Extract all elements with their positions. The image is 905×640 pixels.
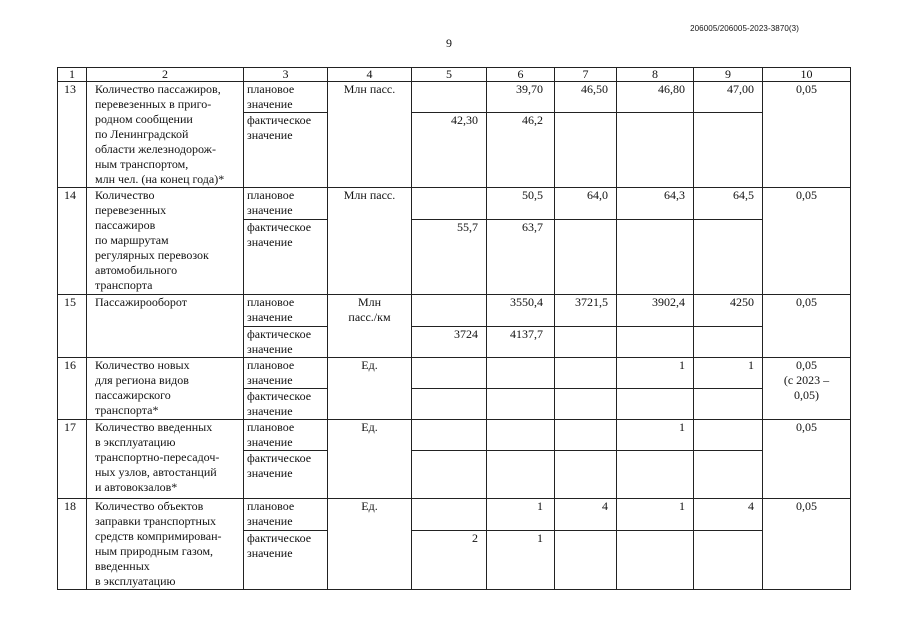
plan-value: 47,00 — [694, 82, 763, 113]
fact-label: фактическое значение — [244, 530, 328, 589]
unit-of-measure: Млн пасс. — [328, 188, 412, 295]
weight-value: 0,05 — [763, 499, 851, 590]
weight-value: 0,05 — [763, 188, 851, 295]
plan-value: 50,5 — [487, 188, 555, 220]
indicator-plan-row — [58, 295, 851, 327]
fact-value — [555, 327, 617, 358]
page-number: 9 — [446, 36, 452, 50]
plan-value: 1 — [617, 499, 694, 531]
fact-label: фактическое значение — [244, 327, 328, 358]
header-cell: 2 — [87, 68, 244, 82]
plan-value — [555, 358, 617, 389]
plan-value: 4 — [694, 499, 763, 531]
fact-label: фактическое значение — [244, 113, 328, 188]
fact-value — [617, 220, 694, 295]
fact-value — [555, 113, 617, 188]
indicator-name: Количество введенных в эксплуатацию транспортно-пересадоч- ных узлов, автостанций и автовокзалов* — [87, 420, 244, 499]
row-number: 18 — [58, 499, 87, 590]
weight-value: 0,05 — [763, 82, 851, 188]
fact-value: 1 — [487, 530, 555, 589]
plan-value: 4250 — [694, 295, 763, 327]
fact-value — [555, 530, 617, 589]
indicator-plan-row — [58, 358, 851, 389]
plan-value: 64,3 — [617, 188, 694, 220]
plan-value: 1 — [617, 420, 694, 451]
header-cell: 1 — [58, 68, 87, 82]
fact-value — [617, 530, 694, 589]
fact-value — [694, 451, 763, 499]
fact-value: 42,30 — [412, 113, 487, 188]
indicator-name: Количество пассажиров, перевезенных в приго- родном сообщении по Ленинградской области железнодорож- ным транспортом, млн чел. (на конец года)* — [87, 82, 244, 188]
document-id: 206005/206005-2023-3870(3) — [690, 24, 799, 33]
header-cell: 5 — [412, 68, 487, 82]
fact-value — [555, 389, 617, 420]
header-cell: 7 — [555, 68, 617, 82]
fact-value — [555, 451, 617, 499]
plan-value: 1 — [617, 358, 694, 389]
fact-value — [555, 220, 617, 295]
plan-value: 64,5 — [694, 188, 763, 220]
table-header-row — [58, 68, 851, 82]
unit-of-measure: Млн пасс./км — [328, 295, 412, 358]
fact-value: 46,2 — [487, 113, 555, 188]
indicator-name: Пассажирооборот — [87, 295, 244, 358]
fact-value: 55,7 — [412, 220, 487, 295]
plan-value — [412, 82, 487, 113]
fact-value — [694, 530, 763, 589]
fact-label: фактическое значение — [244, 220, 328, 295]
plan-label: плановое значение — [244, 358, 328, 389]
plan-value: 3902,4 — [617, 295, 694, 327]
plan-label: плановое значение — [244, 420, 328, 451]
fact-value: 3724 — [412, 327, 487, 358]
fact-value: 2 — [412, 530, 487, 589]
header-cell: 8 — [617, 68, 694, 82]
plan-label: плановое значение — [244, 499, 328, 531]
indicator-name: Количество объектов заправки транспортных средств компримирован- ным природным газом, введенных в эксплуатацию — [87, 499, 244, 590]
fact-value — [694, 327, 763, 358]
fact-label: фактическое значение — [244, 451, 328, 499]
plan-value — [487, 358, 555, 389]
plan-value: 39,70 — [487, 82, 555, 113]
plan-value — [412, 295, 487, 327]
row-number: 13 — [58, 82, 87, 188]
plan-value: 46,80 — [617, 82, 694, 113]
indicator-plan-row — [58, 499, 851, 531]
plan-label: плановое значение — [244, 82, 328, 113]
row-number: 15 — [58, 295, 87, 358]
plan-value: 46,50 — [555, 82, 617, 113]
unit-of-measure: Ед. — [328, 499, 412, 590]
header-cell: 4 — [328, 68, 412, 82]
weight-value: 0,05 — [763, 420, 851, 499]
unit-of-measure: Ед. — [328, 420, 412, 499]
plan-value: 4 — [555, 499, 617, 531]
indicator-name: Количество новых для региона видов пассажирского транспорта* — [87, 358, 244, 420]
fact-value — [694, 389, 763, 420]
plan-value: 1 — [694, 358, 763, 389]
plan-value — [694, 420, 763, 451]
fact-label: фактическое значение — [244, 389, 328, 420]
unit-of-measure: Млн пасс. — [328, 82, 412, 188]
indicators-table — [57, 67, 851, 590]
plan-value — [412, 499, 487, 531]
plan-value — [555, 420, 617, 451]
plan-label: плановое значение — [244, 295, 328, 327]
header-cell: 10 — [763, 68, 851, 82]
unit-of-measure: Ед. — [328, 358, 412, 420]
fact-value — [617, 327, 694, 358]
plan-value: 3721,5 — [555, 295, 617, 327]
indicator-plan-row — [58, 188, 851, 220]
row-number: 16 — [58, 358, 87, 420]
fact-value — [412, 451, 487, 499]
fact-value — [487, 451, 555, 499]
fact-value: 63,7 — [487, 220, 555, 295]
row-number: 17 — [58, 420, 87, 499]
row-number: 14 — [58, 188, 87, 295]
plan-value: 3550,4 — [487, 295, 555, 327]
plan-value — [412, 420, 487, 451]
fact-value — [617, 389, 694, 420]
plan-value — [412, 358, 487, 389]
plan-value — [412, 188, 487, 220]
fact-value — [412, 389, 487, 420]
indicator-plan-row — [58, 420, 851, 451]
header-cell: 3 — [244, 68, 328, 82]
weight-value: 0,05 — [763, 295, 851, 358]
fact-value — [694, 220, 763, 295]
fact-value — [617, 451, 694, 499]
header-cell: 6 — [487, 68, 555, 82]
weight-value: 0,05 (с 2023 – 0,05) — [763, 358, 851, 420]
plan-label: плановое значение — [244, 188, 328, 220]
fact-value — [617, 113, 694, 188]
indicator-name: Количество перевезенных пассажиров по маршрутам регулярных перевозок автомобильного транспорта — [87, 188, 244, 295]
header-cell: 9 — [694, 68, 763, 82]
indicator-plan-row — [58, 82, 851, 113]
plan-value — [487, 420, 555, 451]
fact-value — [694, 113, 763, 188]
fact-value — [487, 389, 555, 420]
plan-value: 64,0 — [555, 188, 617, 220]
plan-value: 1 — [487, 499, 555, 531]
fact-value: 4137,7 — [487, 327, 555, 358]
